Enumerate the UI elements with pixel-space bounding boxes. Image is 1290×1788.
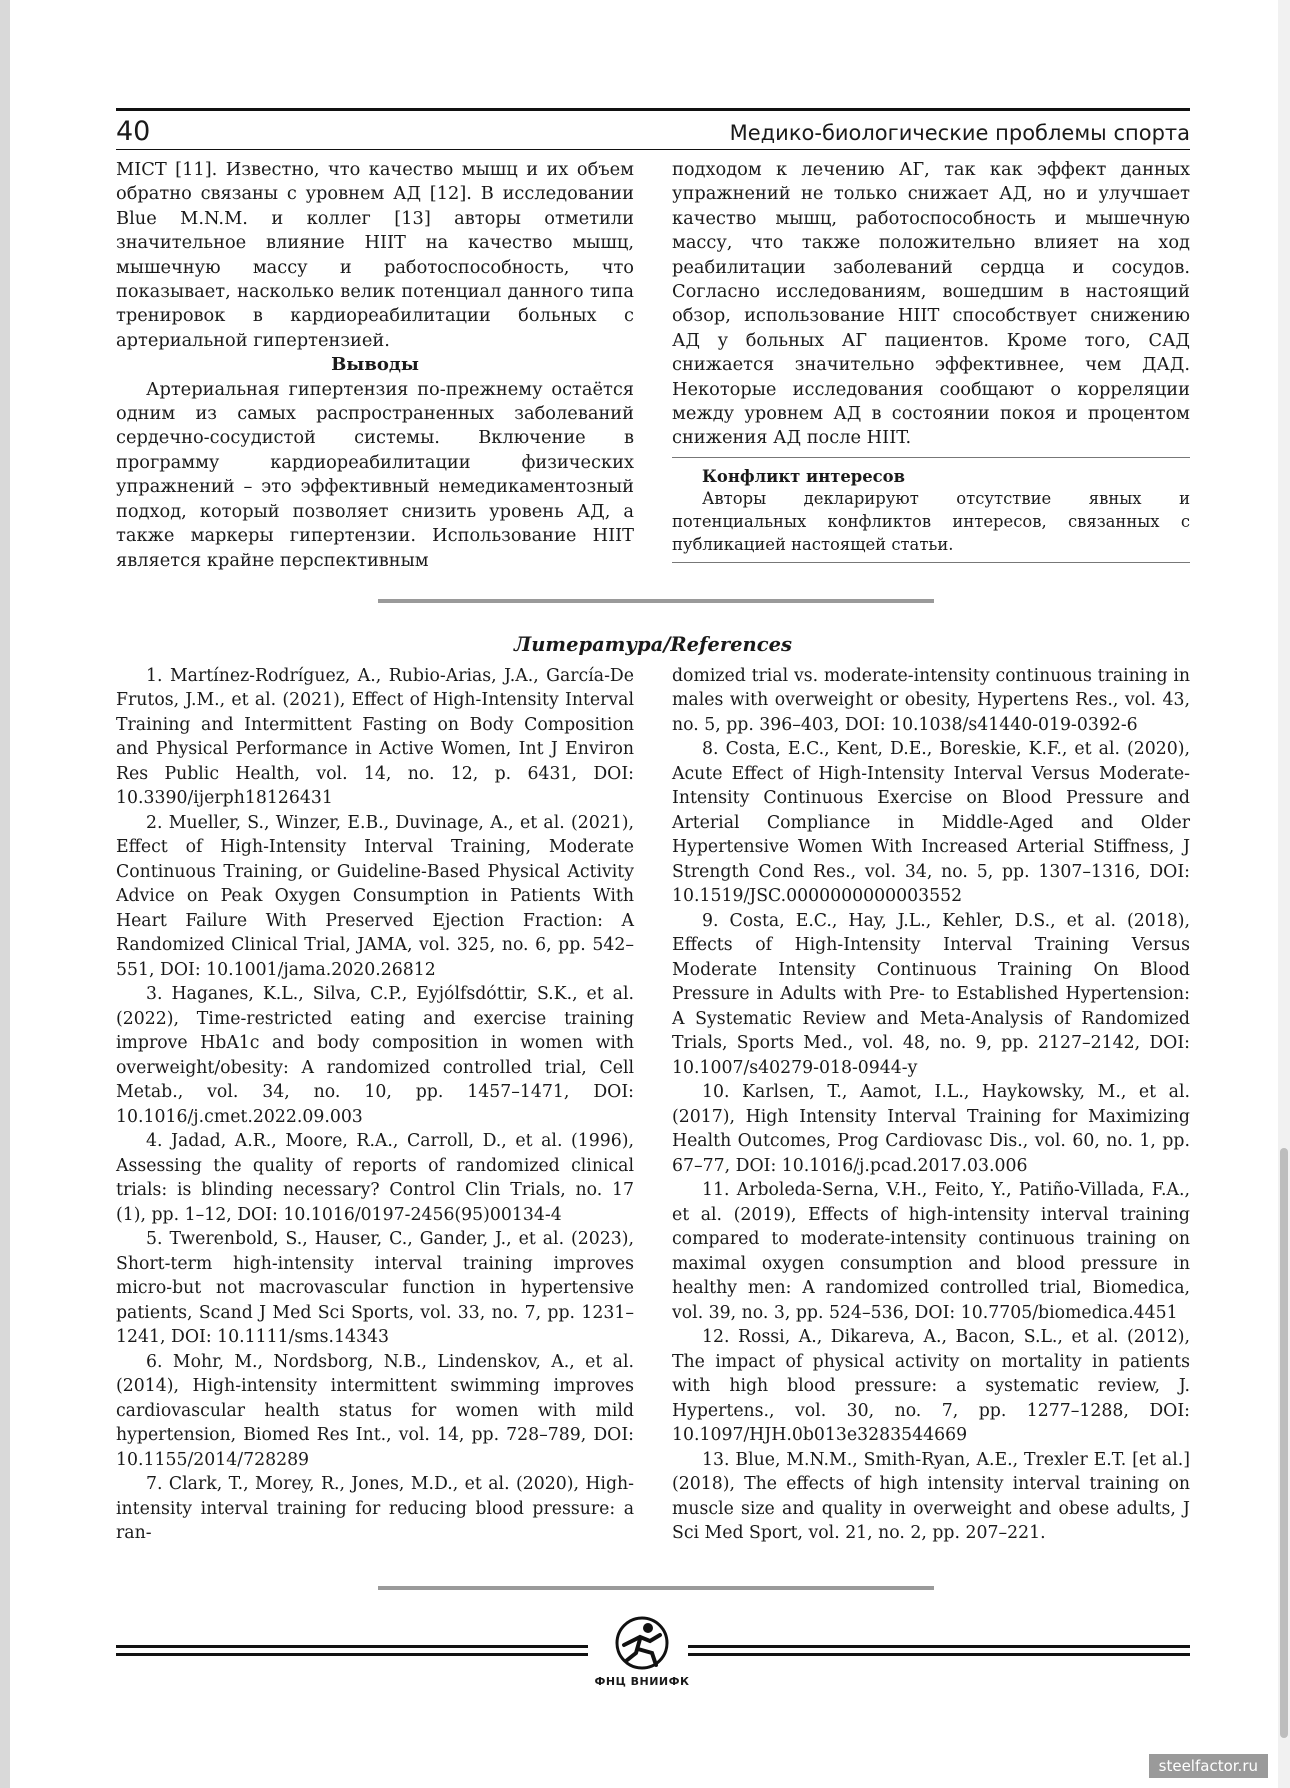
scrollbar-track[interactable]: [1278, 0, 1290, 1788]
reference-item: 11. Arboleda-Serna, V.H., Feito, Y., Patiño-Villada, F.A., et al. (2019), Effects of high-intensity interval training compared to moderate-intensity continuous training on maximal oxygen consumption and blood pressure in healthy men: A randomized controlled trial, Biomedica, vol. 39, no. 3, pp. 524–536, DOI: 10.7705/biomedica.4451: [672, 1180, 1190, 1323]
reference-item: 6. Mohr, M., Nordsborg, N.B., Lindenskov, A., et al. (2014), High-intensity intermittent swimming improves cardiovascular health status for women with mild hypertension, Biomed Res Int., vol. 14, pp. 728–789, DOI: 10.1155/2014/728289: [116, 1351, 634, 1470]
section-divider: [378, 599, 934, 603]
reference-item: 10. Karlsen, T., Aamot, I.L., Haykowsky, M., et al. (2017), High Intensity Interval Training for Maximizing Health Outcomes, Prog Cardiovasc Dis., vol. 60, no. 1, pp. 67–77, DOI: 10.1016/j.pcad.2017.03.006: [672, 1082, 1190, 1176]
page-left-edge: [0, 0, 10, 1788]
reference-item: 13. Blue, M.N.M., Smith-Ryan, A.E., Trexler E.T. [et al.] (2018), The effects of high intensity interval training on muscle size and quality in overweight and obese adults, J Sci Med Sport, vol. 21, no. 2, pp. 207–221.: [672, 1449, 1190, 1544]
conflict-text: Авторы декларируют отсутствие явных и потенциальных конфликтов интересов, связанных с публикацией настоящей статьи.: [672, 489, 1190, 554]
section-heading-conclusions: Выводы: [331, 354, 419, 376]
references-columns: [116, 664, 1190, 1546]
conflict-of-interest-box: [672, 457, 1190, 563]
footer-line: [688, 1645, 1190, 1648]
reference-item: 12. Rossi, A., Dikareva, A., Bacon, S.L., et al. (2012), The impact of physical activity on mortality in patients with high blood pressure: a systematic review, J. Hypertens., vol. 30, no. 7, pp. 1277–1288, DOI: 10.1097/HJH.0b013e3283544669: [672, 1327, 1190, 1446]
paragraph: MICT [11]. Известно, что качество мышц и их объем обратно связаны с уровнем АД [12]. В исследовании Blue M.N.M. и коллег [13] авторы отметили значительное влияние HIIT на качество мышц, мышечную массу и работоспособность, что показывает, насколько велик потенциал данного типа тренировок в кардиореабилитации больных с артериальной гипертензией.: [116, 159, 634, 351]
page-footer: [116, 1615, 1190, 1695]
reference-item: 1. Martínez-Rodríguez, A., Rubio-Arias, J.A., García-De Frutos, J.M., et al. (2021), Effect of High-Intensity Interval Training and Intermittent Fasting on Body Composition and Physical Performance in Active Women, Int J Environ Res Public Health, vol. 14, no. 12, p. 6431, DOI: 10.3390/ijerph18126431: [116, 665, 634, 809]
reference-item: 2. Mueller, S., Winzer, E.B., Duvinage, A., et al. (2021), Effect of High-Intensity Interval Training, Moderate Continuous Training, or Guideline-Based Physical Activity Advice on Peak Oxygen Consumption in Patients With Heart Failure With Preserved Ejection Fraction: A Randomized Clinical Trial, JAMA, vol. 325, no. 6, pp. 542–551, DOI: 10.1001/jama.2020.26812: [116, 812, 634, 980]
references-heading: Литература/References: [514, 632, 792, 656]
paragraph: подходом к лечению АГ, так как эффект данных упражнений не только снижает АД, но и улучшает качество мышц, работоспособность и мышечную массу, что также положительно влияет на ход реабилитации заболеваний сердца и сосудов. Согласно исследованиям, вошедшим в настоящий обзор, использование HIIT способствует снижению АД у больных АГ пациентов. Кроме того, САД снижается значительно эффективнее, чем ДАД. Некоторые исследования сообщают о корреляции между уровнем АД в состоянии покоя и процентом снижения АД после HIIT.: [672, 159, 1190, 449]
left-text-column: [116, 158, 634, 573]
scrollbar-thumb[interactable]: [1280, 1148, 1288, 1738]
watermark: steelfactor.ru: [1149, 1754, 1268, 1778]
reference-item: 4. Jadad, A.R., Moore, R.A., Carroll, D., et al. (1996), Assessing the quality of reports of randomized clinical trials: is blinding necessary? Control Clin Trials, no. 17 (1), pp. 1–12, DOI: 10.1016/0197-2456(95)00134-4: [116, 1131, 634, 1225]
reference-item: 9. Costa, E.C., Hay, J.L., Kehler, D.S., et al. (2018), Effects of High-Intensity Interval Training Versus Moderate Intensity Continuous Training On Blood Pressure in Adults with Pre- to Established Hypertension: A Systematic Review and Meta-Analysis of Randomized Trials, Sports Med., vol. 48, no. 9, pp. 2127–2142, DOI: 10.1007/s40279-018-0944-y: [672, 910, 1190, 1078]
conflict-title: Конфликт интересов: [702, 466, 905, 486]
journal-title: Медико-биологические проблемы спорта: [729, 121, 1190, 145]
document-page: [116, 108, 1190, 1590]
reference-continuation: domized trial vs. moderate-intensity continuous training in males with overweight or obesity, Hypertens Res., vol. 43, no. 5, pp. 396–403, DOI: 10.1038/s41440-019-0392-6: [672, 665, 1190, 735]
references-left-column: [116, 664, 634, 1546]
page-number: 40: [116, 116, 151, 147]
reference-item: 3. Haganes, K.L., Silva, C.P., Eyjólfsdóttir, S.K., et al. (2022), Time-restricted eating and exercise training improve HbA1c and body composition in women with overweight/obesity: A randomized controlled trial, Cell Metab., vol. 34, no. 10, pp. 1457–1471, DOI: 10.1016/j.cmet.2022.09.003: [116, 984, 634, 1127]
reference-item: 8. Costa, E.C., Kent, D.E., Boreskie, K.F., et al. (2020), Acute Effect of High-Intensity Interval Versus Moderate-Intensity Continuous Exercise on Blood Pressure and Arterial Compliance in Middle-Aged and Older Hypertensive Women With Increased Arterial Stiffness, J Strength Cond Res., vol. 34, no. 5, pp. 1307–1316, DOI: 10.1519/JSC.0000000000003552: [672, 739, 1190, 907]
footer-line: [688, 1653, 1190, 1656]
running-header: [116, 108, 1190, 150]
paragraph: Артериальная гипертензия по-прежнему остаётся одним из самых распространенных заболеваний сердечно-сосудистой системы. Включение в программу кардиореабилитации физических упражнений – это эффективный немедикаментозный подход, который позволяет снизить уровень АД, а также маркеры гипертензии. Использование HIIT является крайне перспективным: [116, 378, 634, 571]
footer-line: [116, 1645, 588, 1648]
footer-line: [116, 1653, 588, 1656]
reference-item: 7. Clark, T., Morey, R., Jones, M.D., et al. (2020), High-intensity interval training for reducing blood pressure: a ran-: [116, 1474, 634, 1544]
right-text-column: [672, 158, 1190, 573]
reference-item: 5. Twerenbold, S., Hauser, C., Gander, J., et al. (2023), Short-term high-intensity interval training improves micro-but not macrovascular function in hypertensive patients, Scand J Med Sci Sports, vol. 33, no. 7, pp. 1231–1241, DOI: 10.1111/sms.14343: [116, 1229, 634, 1348]
runner-logo-icon: [610, 1615, 674, 1671]
logo-caption: ФНЦ ВНИИФК: [594, 1675, 690, 1688]
section-divider: [378, 1586, 934, 1590]
body-columns: [116, 158, 1190, 573]
references-right-column: [672, 664, 1190, 1546]
